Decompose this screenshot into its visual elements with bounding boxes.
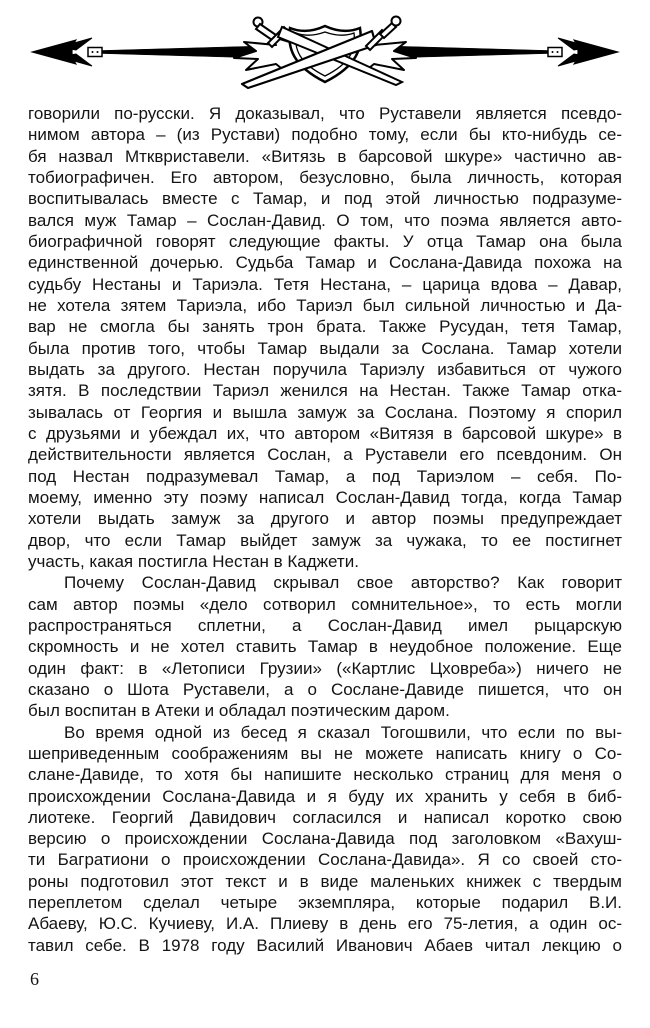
text-line: единственной дочерью. Судьба Тамар и Сослана-Давида похожа на <box>28 253 622 273</box>
text-line: распространяться сплетни, а Сослан-Давид имел рыцарскую <box>28 615 622 635</box>
text-line: версию о происхождении Сослана-Давида под заголовком «Вахуш- <box>28 829 622 849</box>
text-line: воспитывалась вместе с Тамар, и под этой личностью подразуме- <box>28 189 622 209</box>
text-line: лиотеке. Георгий Давидович согласился и написал коротко свою <box>28 807 622 827</box>
center-emblem <box>234 17 416 89</box>
text-line: судьбу Нестаны и Тариэла. Тетя Нестана, – царица вдова – Давар, <box>28 274 622 294</box>
text-line: вался муж Тамар – Сослан-Давид. О том, что поэма является авто- <box>28 210 622 230</box>
text-line: бя назвал Мтквриставели. «Витязь в барсовой шкуре» частично ав- <box>28 146 622 166</box>
text-line: тобиографичен. Его автором, безусловно, была личность, которая <box>28 167 622 187</box>
text-line: скромность и не хотел ставить Тамар в неудобное положение. Еще <box>28 637 622 657</box>
text-line: двор, что если Тамар выйдет замуж за чужака, то ее постигнет <box>28 530 622 550</box>
text-line: происхождении Сослана-Давида и я буду их хранить у себя в биб- <box>28 786 622 806</box>
chapter-divider-ornament <box>30 8 620 96</box>
text-line: зятя. В последствии Тариэл женился на Нестан. Также Тамар отка- <box>28 381 622 401</box>
left-spearhead-icon <box>32 38 102 66</box>
text-line: вар не смогла бы занять трон брата. Также Русудан, тетя Тамар, <box>28 317 622 337</box>
text-line: один факт: в «Летописи Грузии» («Картлис Цховреба») ничего не <box>28 658 622 678</box>
text-line: зывалась от Георгия и вышла замуж за Сослана. Поэтому я спорил <box>28 402 622 422</box>
text-line: Почему Сослан-Давид скрывал свое авторство? Как говорит <box>64 573 622 593</box>
text-line: Во время одной из бесед я сказал Тогошвили, что если по вы- <box>64 722 622 742</box>
text-line: не хотела зятем Тариэла, ибо Тариэл был сильной личностью и Да- <box>28 295 622 315</box>
text-line: тавил себе. В 1978 году Василий Иванович Абаев читал лекцию о <box>28 935 622 955</box>
text-line: переплетом сделал четыре экземпляра, которые подарил В.И. <box>28 893 622 913</box>
text-line: говорили по-русски. Я доказывал, что Руставели является псевдо- <box>28 104 622 123</box>
text-block <box>28 103 622 956</box>
text-line: биографичной говорят следующие факты. У отца Тамар она была <box>28 231 622 251</box>
text-line: с друзьями и убеждал их, что автором «Витязя в барсовой шкуре» в <box>28 423 622 443</box>
text-line: действительности является Сослан, а Руставели его псевдоним. Он <box>28 445 622 465</box>
text-line: была против того, чтобы Тамар выдали за Сослана. Тамар хотели <box>28 338 622 358</box>
text-line: слане-Давиде, то хотя бы напишите несколько страниц для меня о <box>28 765 622 785</box>
text-line: нимом автора – (из Рустави) подобно тому, если бы кто-нибудь се- <box>28 125 622 145</box>
text-line: под Нестан подразумевал Тамар, а под Тариэлом – себя. По- <box>28 466 622 486</box>
spear-shield-swords-icon <box>30 8 620 96</box>
text-line: ти Багратиони о происхождении Сослана-Давида». Я со своей сто- <box>28 850 622 870</box>
text-line: Абаеву, Ю.С. Кучиеву, И.А. Плиеву в день его 75-летия, а один ос- <box>28 914 622 934</box>
text-line: участь, какая постигла Нестан в Каджети. <box>28 551 359 571</box>
text-line: моему, именно эту поэму написал Сослан-Давид тогда, когда Тамар <box>28 487 622 507</box>
text-line: роны подготовил этот текст и в виде маленьких книжек с твердым <box>28 871 622 891</box>
text-line: выдать за другого. Нестан поручила Тариэлу избавиться от чужого <box>28 359 622 379</box>
text-line: сам автор поэмы «дело сотворил сомнительное», то есть могли <box>28 594 622 614</box>
page-number: 6 <box>30 969 39 989</box>
text-line: шеприведенным соображениям вы не можете написать книгу о Со- <box>28 743 622 763</box>
text-line: был воспитан в Атеки и обладал поэтическим даром. <box>28 701 450 721</box>
right-spearhead-icon <box>548 38 618 66</box>
text-line: сказано о Шота Руставели, а о Сослане-Давиде пишется, что он <box>28 679 622 699</box>
text-line: хотели выдать замуж за другого и автор поэмы предупреждает <box>28 509 622 529</box>
